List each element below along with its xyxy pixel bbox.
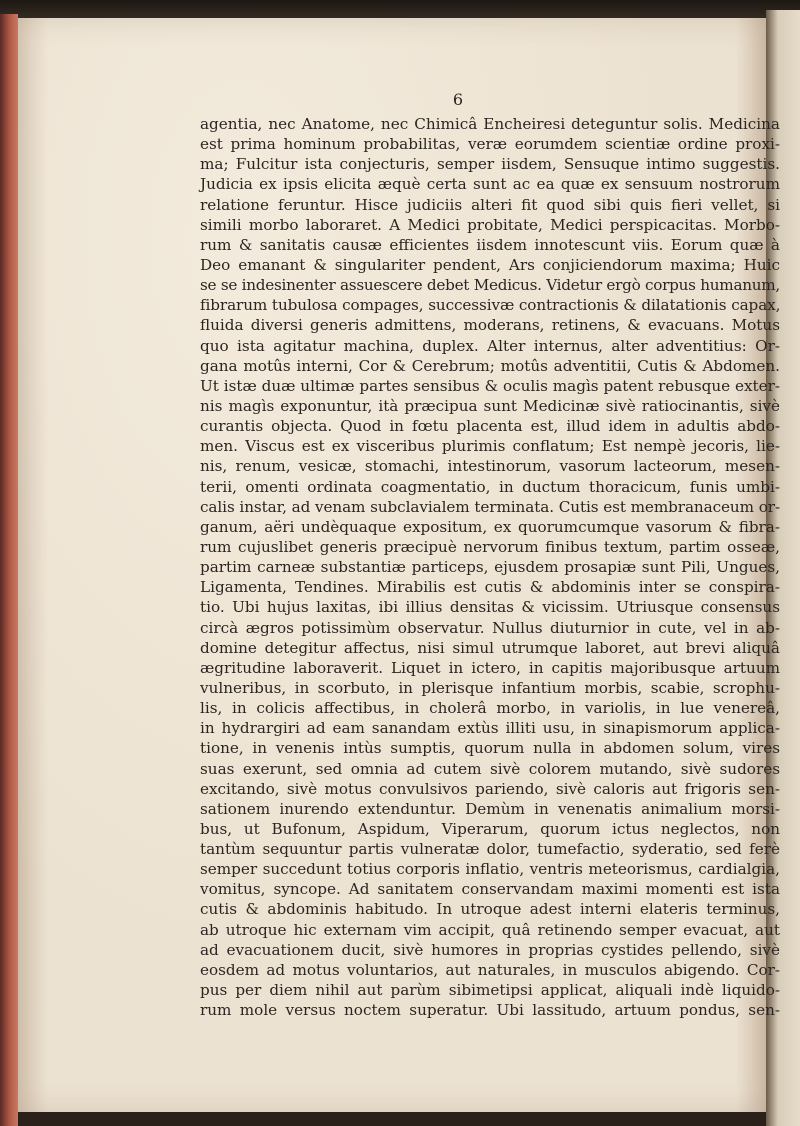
text-line: terii, omenti ordinata coagmentatio, in ductum thoracicum, funis umbi- bbox=[200, 477, 780, 496]
text-line: domine detegitur affectus, nisi simul utrumque laboret, aut brevi aliquâ bbox=[200, 638, 780, 657]
text-line: tantùm sequuntur partis vulneratæ dolor, tumefactio, syderatio, sed ferè bbox=[200, 840, 780, 859]
text-line: fluida diversi generis admittens, moderans, retinens, & evacuans. Motus bbox=[200, 316, 780, 335]
text-line: ma; Fulcitur ista conjecturis, semper iisdem, Sensuque intimo suggestis. bbox=[200, 155, 780, 174]
text-line: vomitus, syncope. Ad sanitatem conservandam maximi momenti est ista bbox=[200, 880, 780, 899]
text-line: ægritudine laboraverit. Liquet in ictero, in capitis majoribusque artuum bbox=[200, 658, 780, 677]
text-line: ab utroque hic externam vim accipit, quâ retinendo semper evacuat, aut bbox=[200, 920, 780, 939]
page-number: 6 bbox=[452, 90, 464, 109]
text-line: lis, in colicis affectibus, in cholerâ morbo, in variolis, in lue venereâ, bbox=[200, 699, 780, 718]
text-line: quo ista agitatur machina, duplex. Alter internus, alter adventitius: Or- bbox=[200, 336, 780, 355]
text-line: rum cujuslibet generis præcipuè nervorum finibus textum, partim osseæ, bbox=[200, 537, 780, 556]
text-line: curantis objecta. Quod in fœtu placenta est, illud idem in adultis abdo- bbox=[200, 417, 780, 436]
text-line: Deo emanant & singulariter pendent, Ars conjiciendorum maxima; Huic bbox=[200, 255, 780, 274]
text-line: Ligamenta, Tendines. Mirabilis est cutis & abdominis inter se conspira- bbox=[200, 578, 780, 597]
text-line: ad evacuationem ducit, sivè humores in proprias cystides pellendo, sivè bbox=[200, 940, 780, 959]
text-line: nis magìs exponuntur, ità præcipua sunt Medicinæ sivè ratiocinantis, sivè bbox=[200, 396, 780, 415]
text-line: circà ægros potissimùm observatur. Nullus diuturnior in cute, vel in ab- bbox=[200, 618, 780, 637]
text-line: tio. Ubi hujus laxitas, ibi illius densitas & vicissim. Utriusque consensus bbox=[200, 598, 780, 617]
text-line: bus, ut Bufonum, Aspidum, Viperarum, quorum ictus neglectos, non bbox=[200, 819, 780, 838]
text-line: rum mole versus noctem superatur. Ubi lassitudo, artuum pondus, sen- bbox=[200, 1001, 780, 1020]
text-line: relatione feruntur. Hisce judiciis alteri fit quod sibi quis fieri vellet, si bbox=[200, 195, 780, 214]
text-line: simili morbo laboraret. A Medici probitate, Medici perspicacitas. Morbo- bbox=[200, 215, 780, 234]
text-line: partim carneæ substantiæ particeps, ejusdem prosapiæ sunt Pili, Ungues, bbox=[200, 558, 780, 577]
body-text bbox=[200, 114, 780, 1020]
text-line: sationem inurendo extenduntur. Demùm in venenatis animalium morsi- bbox=[200, 799, 780, 818]
text-line: eosdem ad motus voluntarios, aut naturales, in musculos abigendo. Cor- bbox=[200, 960, 780, 979]
text-line: Ut istæ duæ ultimæ partes sensibus & oculis magìs patent rebusque exter- bbox=[200, 376, 780, 395]
text-line: se se indesinenter assuescere debet Medicus. Videtur ergò corpus humanum, bbox=[200, 276, 780, 295]
book-spine-edge bbox=[0, 14, 18, 1126]
text-line: tione, in venenis intùs sumptis, quorum nulla in abdomen solum, vires bbox=[200, 739, 780, 758]
text-line: men. Viscus est ex visceribus plurimis conflatum; Est nempè jecoris, lie- bbox=[200, 437, 780, 456]
text-line: in hydrargiri ad eam sanandam extùs illiti usu, in sinapismorum applica- bbox=[200, 719, 780, 738]
text-line: Judicia ex ipsis elicita æquè certa sunt ac ea quæ ex sensuum nostrorum bbox=[200, 175, 780, 194]
text-line: pus per diem nihil aut parùm sibimetipsi applicat, aliquali indè liquido- bbox=[200, 981, 780, 1000]
text-line: suas exerunt, sed omnia ad cutem sivè colorem mutando, sivè sudores bbox=[200, 759, 780, 778]
text-line: fibrarum tubulosa compages, successivæ contractionis & dilatationis capax, bbox=[200, 296, 781, 315]
text-line: cutis & abdominis habitudo. In utroque adest interni elateris terminus, bbox=[200, 900, 780, 919]
text-line: est prima hominum probabilitas, veræ eorumdem scientiæ ordine proxi- bbox=[200, 135, 780, 154]
text-line: nis, renum, vesicæ, stomachi, intestinorum, vasorum lacteorum, mesen- bbox=[200, 457, 780, 476]
text-line: vulneribus, in scorbuto, in plerisque infantium morbis, scabie, scrophu- bbox=[200, 678, 780, 697]
text-line: ganum, aëri undèquaque expositum, ex quorumcumque vasorum & fibra- bbox=[200, 517, 780, 536]
text-line: excitando, sivè motus convulsivos pariendo, sivè caloris aut frigoris sen- bbox=[200, 779, 780, 798]
text-line: rum & sanitatis causæ efficientes iisdem innotescunt viis. Eorum quæ à bbox=[200, 235, 780, 254]
text-line: semper succedunt totius corporis inflatio, ventris meteorismus, cardialgia, bbox=[200, 860, 780, 879]
text-line: calis instar, ad venam subclavialem terminata. Cutis est membranaceum or- bbox=[200, 497, 780, 516]
text-line: agentia, nec Anatome, nec Chimicâ Encheiresi deteguntur solis. Medicina bbox=[200, 115, 780, 133]
text-line: gana motûs interni, Cor & Cerebrum; motûs adventitii, Cutis & Abdomen. bbox=[200, 356, 780, 375]
